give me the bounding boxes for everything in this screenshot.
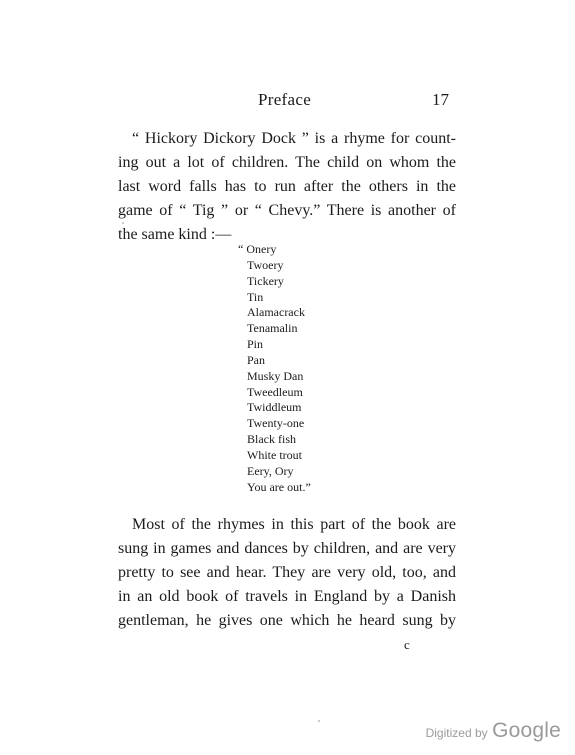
running-head xyxy=(0,90,575,114)
text-line: ing out a lot of children. The child on whom the xyxy=(118,154,456,171)
rhyme-line: Musky Dan xyxy=(247,368,304,383)
paragraph-2 xyxy=(118,513,456,633)
digitized-watermark xyxy=(426,719,561,743)
rhyme-line: You are out.” xyxy=(247,479,311,494)
paper-speck xyxy=(318,720,320,722)
text-line: Most of the rhymes in this part of the book are xyxy=(132,516,456,533)
rhyme-line: “ Onery xyxy=(238,242,277,256)
watermark-prefix: Digitized by xyxy=(425,726,488,740)
text-line: “ Hickory Dickory Dock ” is a rhyme for count- xyxy=(132,130,456,147)
rhyme-line: Twiddleum xyxy=(247,400,302,415)
counting-rhyme xyxy=(238,242,311,496)
text-line: last word falls has to run after the others in the xyxy=(118,178,456,195)
paragraph-1 xyxy=(118,127,456,247)
rhyme-line: Twenty-one xyxy=(247,416,305,431)
google-logo: Google xyxy=(492,719,561,742)
rhyme-line: Eery, Ory xyxy=(247,463,294,478)
rhyme-line: White trout xyxy=(247,447,302,462)
page-number: 17 xyxy=(432,90,449,109)
text-line: game of “ Tig ” or “ Chevy.” There is another of xyxy=(118,202,456,219)
rhyme-line: Pan xyxy=(247,352,265,367)
rhyme-line: Black fish xyxy=(247,432,296,447)
text-line: the same kind :— xyxy=(118,226,232,243)
rhyme-line: Tweedleum xyxy=(247,384,303,399)
text-line: sung in games and dances by children, and are very xyxy=(118,540,456,557)
rhyme-line: Tenamalin xyxy=(247,321,298,336)
rhyme-line: Pin xyxy=(247,337,264,352)
rhyme-line: Tin xyxy=(247,289,264,304)
page-title: Preface xyxy=(258,90,312,109)
rhyme-line: Twoery xyxy=(247,257,284,272)
text-line: pretty to see and hear. They are very old, too, and xyxy=(118,564,456,581)
text-line: gentleman, he gives one which he heard sung by xyxy=(118,612,456,629)
rhyme-line: Alamacrack xyxy=(247,305,305,320)
signature-mark: c xyxy=(404,637,410,652)
rhyme-line: Tickery xyxy=(247,273,284,288)
text-line: in an old book of travels in England by a Danish xyxy=(118,588,456,605)
paper-speck xyxy=(122,222,124,224)
